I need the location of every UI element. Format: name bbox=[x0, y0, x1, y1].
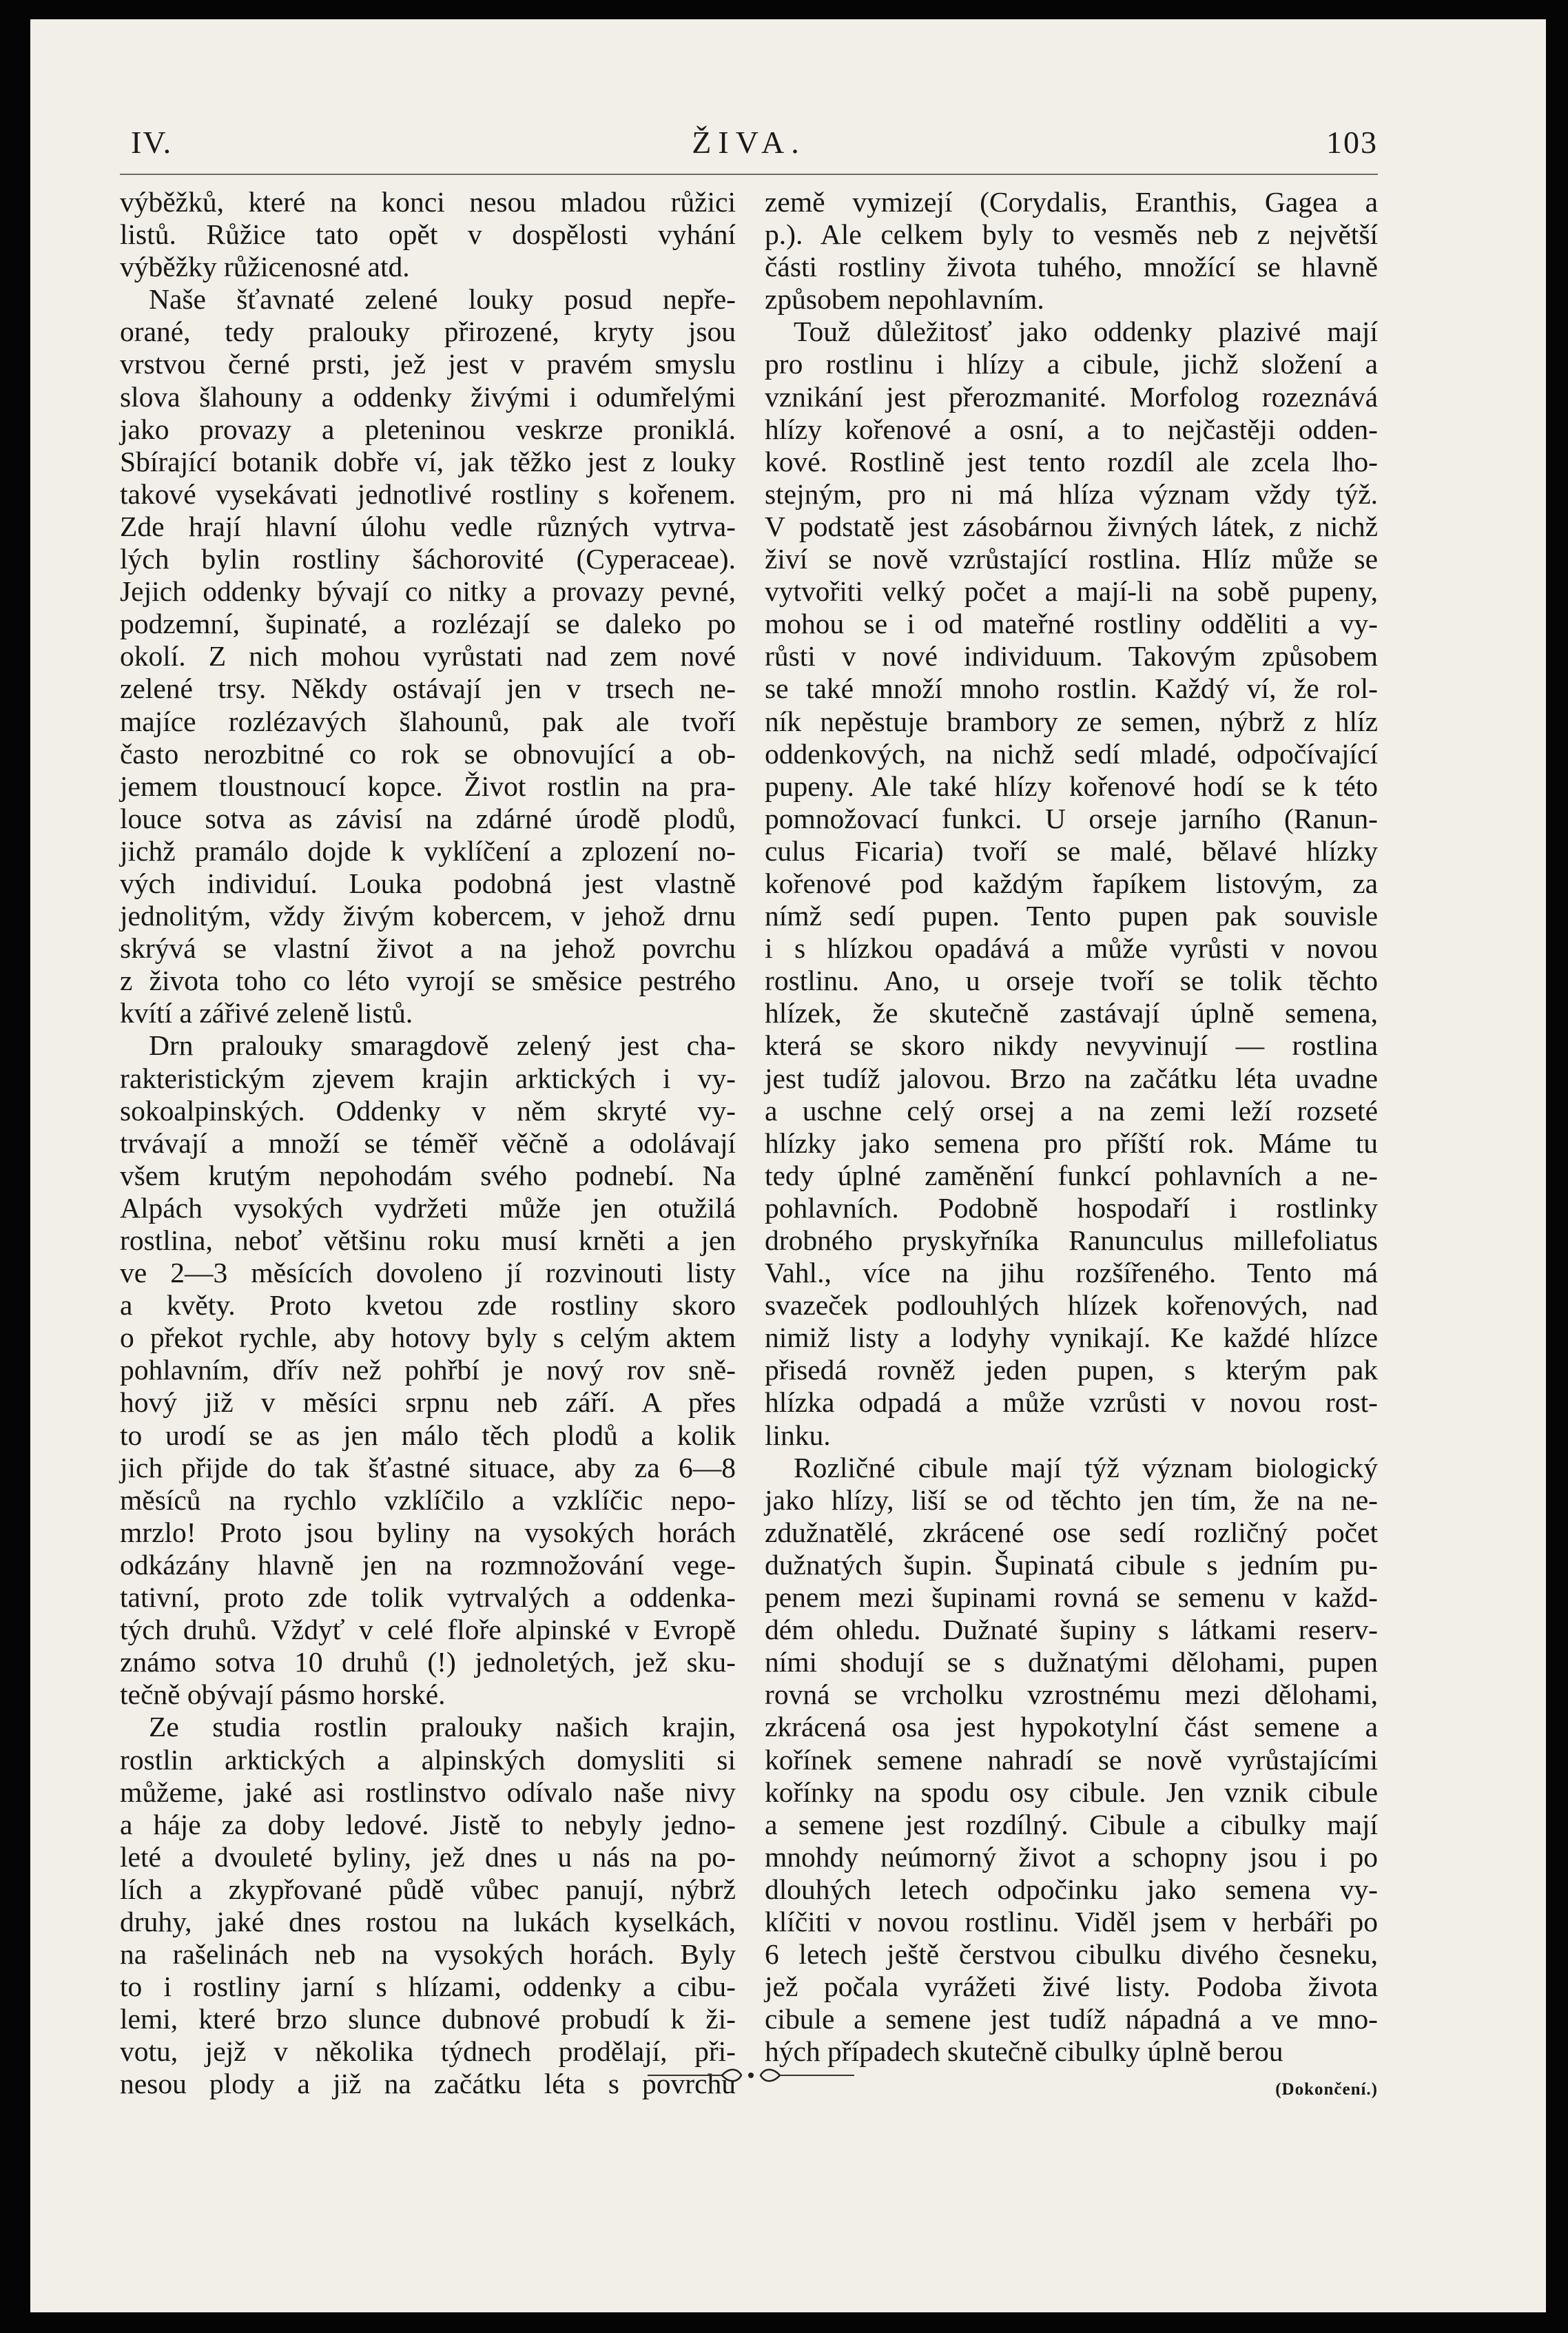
text-line: hlízka odpadá a může vzrůsti v novou rost- bbox=[765, 1386, 1378, 1419]
text-line: přisedá rovněž jeden pupen, s kterým pak bbox=[765, 1354, 1378, 1386]
text-line: listů. Růžice tato opět v dospělosti vyhání bbox=[120, 218, 736, 251]
text-line: dlouhých letech odpočinku jako semena vy- bbox=[765, 1873, 1378, 1905]
text-line: hlízy kořenové a osní, a to nejčastěji odden- bbox=[765, 413, 1378, 445]
text-line: jako hlízy, liší se od těchto jen tím, že na ne- bbox=[765, 1483, 1378, 1516]
text-line: skrývá se vlastní život a na jehož povrchu bbox=[120, 932, 736, 965]
text-line: měsíců na rychlo vzklíčilo a vzklíčic nepo- bbox=[120, 1483, 736, 1516]
text-line: jež počala vyrážeti živé listy. Podoba života bbox=[765, 1971, 1378, 2003]
text-line: a háje za doby ledové. Jistě to nebyly jedno- bbox=[120, 1808, 736, 1840]
divider-ornament bbox=[641, 2065, 861, 2086]
text-line: která se skoro nikdy nevyvinují — rostlina bbox=[765, 1029, 1378, 1062]
text-line: ník nepěstuje brambory ze semen, nýbrž z hlíz bbox=[765, 705, 1378, 737]
text-line: odkázány hlavně jen na rozmnožování vege- bbox=[120, 1548, 736, 1581]
text-line: leté a dvouleté byliny, jež dnes u nás na po- bbox=[120, 1840, 736, 1873]
text-line: z života toho co léto vyrojí se směsice pestrého bbox=[120, 965, 736, 997]
text-line: V podstatě jest zásobárnou živných látek, z nichž bbox=[765, 510, 1378, 542]
text-line: jich přijde do tak šťastné situace, aby za 6—8 bbox=[120, 1451, 736, 1483]
text-line: pomnožovací funkci. U orseje jarního (Ranun- bbox=[765, 802, 1378, 834]
text-line: Jejich oddenky bývají co nitky a provazy pevné, bbox=[120, 575, 736, 608]
text-line: cibule a semene jest tudíž nápadná a ve mno- bbox=[765, 2003, 1378, 2035]
text-line: dužnatých šupin. Šupinatá cibule s jedním pu- bbox=[765, 1548, 1378, 1581]
section-number: IV. bbox=[131, 125, 173, 160]
text-line: klíčiti v novou rostlinu. Viděl jsem v herbáři po bbox=[765, 1905, 1378, 1938]
text-line: lých bylin rostliny šáchorovité (Cyperaceae). bbox=[120, 543, 736, 575]
text-line: nímž sedí pupen. Tento pupen pak souvisle bbox=[765, 900, 1378, 932]
text-line: výběžky růžicenosné atd. bbox=[120, 251, 410, 283]
text-line: jako provazy a pleteninou veskrze proniklá. bbox=[120, 413, 736, 445]
text-line: slova šlahouny a oddenky živými i odumřelými bbox=[120, 380, 736, 413]
text-line: nesou plody a již na začátku léta s povrchu bbox=[120, 2068, 736, 2100]
text-line: pohlavním, dřív než pohřbí je nový rov sně- bbox=[120, 1354, 736, 1386]
text-line: tativní, proto zde tolik vytrvalých a oddenka- bbox=[120, 1581, 736, 1614]
text-line: rostlin arktických a alpinských domysliti si bbox=[120, 1743, 736, 1776]
text-line: to urodí se as jen málo těch plodů a kolik bbox=[120, 1419, 736, 1451]
text-line: země vymizejí (Corydalis, Eranthis, Gagea a bbox=[765, 186, 1378, 218]
text-line: 6 letech ještě čerstvou cibulku divého česneku, bbox=[765, 1938, 1378, 1971]
text-line: způsobem nepohlavním. bbox=[765, 283, 1044, 316]
text-line: kvítí a zářivé zeleně listů. bbox=[120, 997, 413, 1029]
text-line: pupeny. Ale také hlízy kořenové hodí se k této bbox=[765, 770, 1378, 802]
text-line: Ze studia rostlin pralouky našich krajin, bbox=[149, 1711, 736, 1743]
text-line: a semene jest rozdílný. Cibule a cibulky mají bbox=[765, 1808, 1378, 1840]
text-line: se také množí mnoho rostlin. Každý ví, že rol- bbox=[765, 672, 1378, 705]
text-line: i s hlízkou opadává a může vyrůsti v novou bbox=[765, 932, 1378, 965]
text-line: tých druhů. Vždyť v celé floře alpinské v Evropě bbox=[120, 1614, 736, 1646]
text-line: kořenové pod každým řapíkem listovým, za bbox=[765, 867, 1378, 899]
text-line: růsti v nové individuum. Takovým způsobem bbox=[765, 640, 1378, 672]
text-line: ními shodují se s dužnatými dělohami, pupen bbox=[765, 1646, 1378, 1678]
text-line: linku. bbox=[765, 1419, 831, 1451]
text-line: vrstvou černé prsti, jež jest v pravém smyslu bbox=[120, 348, 736, 380]
text-line: hlízek, že skutečně zastávají úplně semena, bbox=[765, 997, 1378, 1029]
text-line: hový již v měsíci srpnu neb září. A přes bbox=[120, 1386, 736, 1419]
text-line: známo sotva 10 druhů (!) jednoletých, jež sku- bbox=[120, 1646, 736, 1678]
text-line: tedy úplné zaměnění funkcí pohlavních a ne- bbox=[765, 1159, 1378, 1191]
text-line: mohou se i od mateřné rostliny odděliti a vy- bbox=[765, 608, 1378, 640]
text-line: zdužnatělé, zkrácené ose sedí rozličný počet bbox=[765, 1516, 1378, 1548]
text-line: často nerozbitné co rok se obnovující a ob- bbox=[120, 737, 736, 770]
text-line: mnohdy neúmorný život a schopny jsou i po bbox=[765, 1840, 1378, 1873]
text-line: Rozličné cibule mají týž význam biologický bbox=[794, 1451, 1378, 1483]
text-line: kové. Rostlině jest tento rozdíl ale zcela lho- bbox=[765, 445, 1378, 477]
text-line: jest tudíž jalovou. Brzo na začátku léta uvadne bbox=[765, 1062, 1378, 1094]
text-line: majíce rozlézavých šlahounů, pak ale tvoří bbox=[120, 705, 736, 737]
text-line: Touž důležitosť jako oddenky plazivé mají bbox=[794, 316, 1378, 348]
text-line: mrzlo! Proto jsou byliny na vysokých horách bbox=[120, 1516, 736, 1548]
closing-line bbox=[765, 2035, 1378, 2099]
left-column bbox=[120, 186, 736, 2101]
text-line: ve 2—3 měsících dovoleno jí rozvinouti listy bbox=[120, 1257, 736, 1289]
text-line: rovná se vrcholku vzrostnému mezi dělohami, bbox=[765, 1678, 1378, 1711]
text-line: Zde hrají hlavní úlohu vedle různých vytrva- bbox=[120, 510, 736, 542]
text-line: Sbírající botanik dobře ví, jak těžko jest z louky bbox=[120, 445, 736, 477]
text-line: jemem tloustnoucí kopce. Život rostlin na pra- bbox=[120, 770, 736, 802]
header-rule bbox=[120, 174, 1378, 175]
text-line: pohlavních. Podobně hospodaří i rostlinky bbox=[765, 1191, 1378, 1224]
text-line: Alpách vysokých vydržeti může jen otužilá bbox=[120, 1191, 736, 1224]
journal-title: ŽIVA. bbox=[692, 125, 806, 160]
text-line: o překot rychle, aby hotovy byly s celým aktem bbox=[120, 1322, 736, 1354]
text-line: orané, tedy pralouky přirozené, kryty jsou bbox=[120, 316, 736, 348]
text-line: jichž pramálo dojde k vyklíčení a zplození no- bbox=[120, 834, 736, 867]
text-line: tečně obývají pásmo horské. bbox=[120, 1678, 446, 1711]
page-header bbox=[120, 110, 1378, 172]
text-line: lemi, které brzo slunce dubnové probudí k ži- bbox=[120, 2003, 736, 2035]
text-line: zelené trsy. Někdy ostávají jen v trsech ne- bbox=[120, 672, 736, 705]
text-line: jednolitým, vždy živým kobercem, v jehož drnu bbox=[120, 900, 736, 932]
text-line: drobného pryskyřníka Ranunculus millefoliatus bbox=[765, 1224, 1378, 1256]
text-line: vých individuí. Louka podobná jest vlastně bbox=[120, 867, 736, 899]
text-line: a květy. Proto kvetou zde rostliny skoro bbox=[120, 1289, 736, 1322]
text-line: Vahl., více na jihu rozšířeného. Tento má bbox=[765, 1257, 1378, 1289]
text-line: oddenkových, na nichž sedí mladé, odpočívající bbox=[765, 737, 1378, 770]
text-line: penem mezi šupinami rovná se semenu v každ- bbox=[765, 1581, 1378, 1614]
text-line: dém ohledu. Dužnaté šupiny s látkami reserv- bbox=[765, 1614, 1378, 1646]
text-line: votu, jejž v několika týdnech prodělají, při- bbox=[120, 2035, 736, 2068]
text-line: podzemní, šupinaté, a rozlézají se daleko po bbox=[120, 608, 736, 640]
text-line: takové vysekávati jednotlivé rostliny s kořenem. bbox=[120, 477, 736, 510]
text-line: rostlina, neboť většinu roku musí krněti a jen bbox=[120, 1224, 736, 1256]
text-line: okolí. Z nich mohou vyrůstati nad zem nové bbox=[120, 640, 736, 672]
text-line: culus Ficaria) tvoří se malé, bělavé hlízky bbox=[765, 834, 1378, 867]
text-line: kořínek semene nahradí se nově vyrůstajícími bbox=[765, 1743, 1378, 1776]
text-line: na rašelinách neb na vysokých horách. Byly bbox=[120, 1938, 736, 1971]
text-line: vytvořiti velký počet a mají-li na sobě pupeny, bbox=[765, 575, 1378, 608]
text-line: části rostliny života tuhého, množící se hlavně bbox=[765, 251, 1378, 283]
continuation-note: (Dokončení.) bbox=[1275, 2080, 1378, 2099]
text-line: druhy, jaké dnes rostou na lukách kyselkách, bbox=[120, 1905, 736, 1938]
text-line: výběžků, které na konci nesou mladou růžici bbox=[120, 186, 736, 218]
text-line: stejným, pro ni má hlíza význam vždy týž. bbox=[765, 477, 1378, 510]
text-line: Drn pralouky smaragdově zelený jest cha- bbox=[149, 1029, 736, 1062]
text-line: zkrácená osa jest hypokotylní část semene a bbox=[765, 1711, 1378, 1743]
text-line: Naše šťavnaté zelené louky posud nepře- bbox=[149, 283, 736, 316]
text-line: nimiž listy a lodyhy vynikají. Ke každé hlízce bbox=[765, 1322, 1378, 1354]
text-line: rakteristickým zjevem krajin arktických i vy- bbox=[120, 1062, 736, 1094]
text-line: všem krutým nepohodám svého podnebí. Na bbox=[120, 1159, 736, 1191]
text-line: a uschne celý orsej a na zemi leží rozseté bbox=[765, 1094, 1378, 1127]
text-line: hých případech skutečně cibulky úplně berou bbox=[765, 2035, 1283, 2068]
text-line: sokoalpinských. Oddenky v něm skryté vy- bbox=[120, 1094, 736, 1127]
text-line: svazeček podlouhlých hlízek kořenových, nad bbox=[765, 1289, 1378, 1322]
text-line: pro rostlinu i hlízy a cibule, jichž složení a bbox=[765, 348, 1378, 380]
page-number: 103 bbox=[1326, 125, 1378, 160]
text-line: lích a zkypřované půdě vůbec panují, nýbrž bbox=[120, 1873, 736, 1905]
text-line: trvávají a množí se téměř věčně a odolávají bbox=[120, 1127, 736, 1159]
text-line: živí se nově vzrůstající rostlina. Hlíz může se bbox=[765, 543, 1378, 575]
text-line: rostlinu. Ano, u orseje tvoří se tolik těchto bbox=[765, 965, 1378, 997]
text-line: můžeme, jaké asi rostlinstvo odívalo naše nivy bbox=[120, 1776, 736, 1808]
text-line: hlízky jako semena pro příští rok. Máme tu bbox=[765, 1127, 1378, 1159]
text-line: louce sotva as závisí na zdárné úrodě plodů, bbox=[120, 802, 736, 834]
right-column bbox=[765, 186, 1378, 2106]
text-line: kořínky na spodu osy cibule. Jen vznik cibule bbox=[765, 1776, 1378, 1808]
text-line: to i rostliny jarní s hlízami, oddenky a cibu- bbox=[120, 1971, 736, 2003]
text-line: vznikání jest přerozmanité. Morfolog rozeznává bbox=[765, 380, 1378, 413]
text-line: p.). Ale celkem byly to vesměs neb z největší bbox=[765, 218, 1378, 251]
